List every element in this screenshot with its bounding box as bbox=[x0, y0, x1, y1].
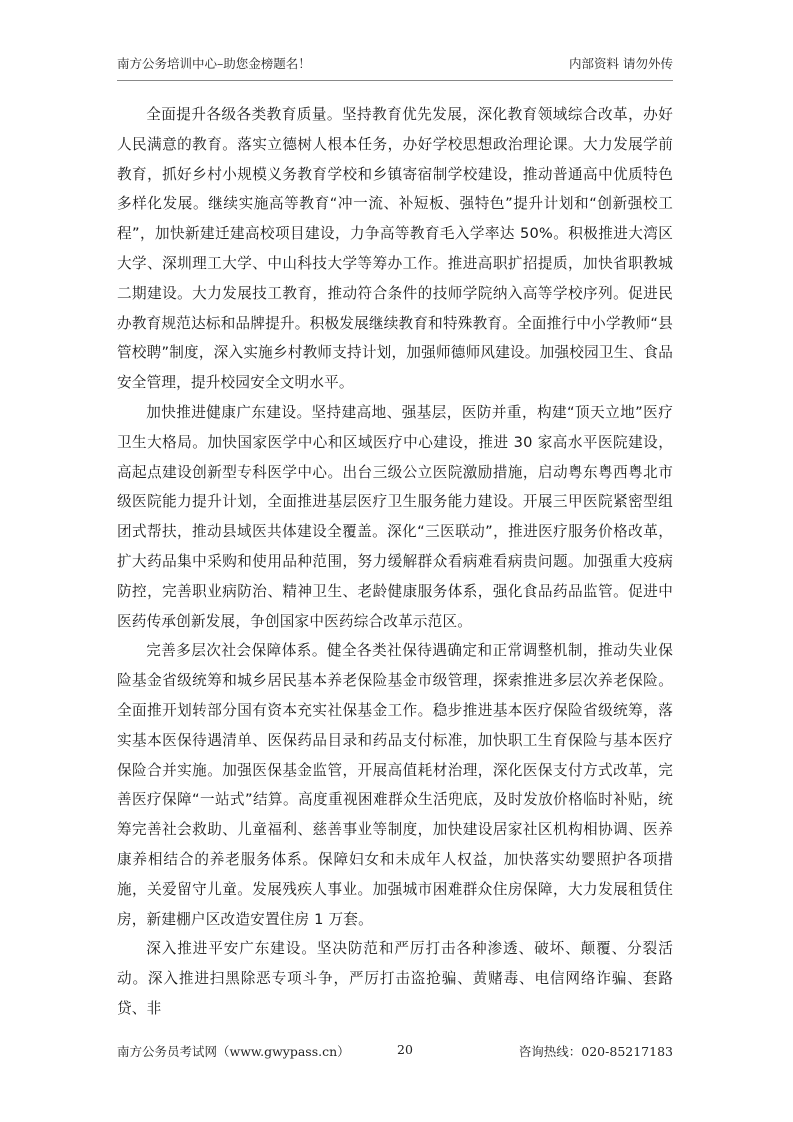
paragraph-social-security: 完善多层次社会保障体系。健全各类社保待遇确定和正常调整机制，推动失业保险基金省级统筹和城乡居民基本养老保险基金市级管理，探索推进多层次养老保险。全面推开划转部分国有资本充实社保基金工作。稳步推进基本医疗保险省级统筹，落实基本医保待遇清单、医保药品目录和药品支付标准，加快职工生育保险与基本医疗保险合并实施。加强医保基金监管，开展高值耗材治理，深化医保支付方式改革，完善医疗保障“一站式”结算。高度重视困难群众生活兜底，及时发放价格临时补贴，统筹完善社会救助、儿童福利、慈善事业等制度，加快建设居家社区机构相协调、医养康养相结合的养老服务体系。保障妇女和未成年人权益，加快落实幼婴照护各项措施，关爱留守儿童。发展残疾人事业。加强城市困难群众住房保障，大力发展租赁住房，新建棚户区改造安置住房 1 万套。 bbox=[117, 642, 673, 928]
paragraph-education: 全面提升各级各类教育质量。坚持教育优先发展，深化教育领域综合改革，办好人民满意的教育。落实立德树人根本任务，办好学校思想政治理论课。大力发展学前教育，抓好乡村小规模义务教育学校和乡镇寄宿制学校建设，推动普通高中优质特色多样化发展。继续实施高等教育“冲一流、补短板、强特色”提升计划和“创新强校工程”，加快新建迁建高校项目建设，力争高等教育毛入学率达 50%。积极推进大湾区大学、深圳理工大学、中山科技大学等筹办工作。推进高职扩招提质，加快省职教城二期建设。大力发展技工教育，推动符合条件的技师学院纳入高等学校序列。促进民办教育规范达标和品牌提升。积极发展继续教育和特殊教育。全面推行中小学教师“县管校聘”制度，深入实施乡村教师支持计划，加强师德师风建设。加强校园卫生、食品安全管理，提升校园安全文明水平。 bbox=[117, 106, 673, 392]
header-right-text: 内部资料 请勿外传 bbox=[569, 56, 673, 71]
paragraph-safety: 深入推进平安广东建设。坚决防范和严厉打击各种渗透、破坏、颠覆、分裂活动。深入推进扫黑除恶专项斗争，严厉打击盗抢骗、黄赌毒、电信网络诈骗、套路贷、非 bbox=[117, 940, 673, 1017]
page-footer bbox=[117, 1042, 673, 1062]
header-divider bbox=[117, 80, 673, 81]
page-header bbox=[117, 54, 673, 76]
header-left-text: 南方公务培训中心–助您金榜题名！ bbox=[117, 56, 311, 71]
footer-hotline: 咨询热线：020-85217183 bbox=[518, 1044, 673, 1059]
footer-website: 南方公务员考试网（www.gwypass.cn） bbox=[117, 1044, 350, 1059]
paragraph-health: 加快推进健康广东建设。坚持建高地、强基层，医防并重，构建“顶天立地”医疗卫生大格局。加快国家医学中心和区域医疗中心建设，推进 30 家高水平医院建设，高起点建设创新型专科医学中心。出台三级公立医院激励措施，启动粤东粤西粤北市级医院能力提升计划，全面推进基层医疗卫生服务能力建设。开展三甲医院紧密型组团式帮扶，推动县域医共体建设全覆盖。深化“三医联动”，推进医疗服务价格改革，扩大药品集中采购和使用品种范围，努力缓解群众看病难看病贵问题。加强重大疫病防控，完善职业病防治、精神卫生、老龄健康服务体系，强化食品药品监管。促进中医药传承创新发展，争创国家中医药综合改革示范区。 bbox=[117, 403, 673, 630]
page-number: 20 bbox=[397, 1042, 413, 1057]
document-body bbox=[117, 100, 673, 1024]
